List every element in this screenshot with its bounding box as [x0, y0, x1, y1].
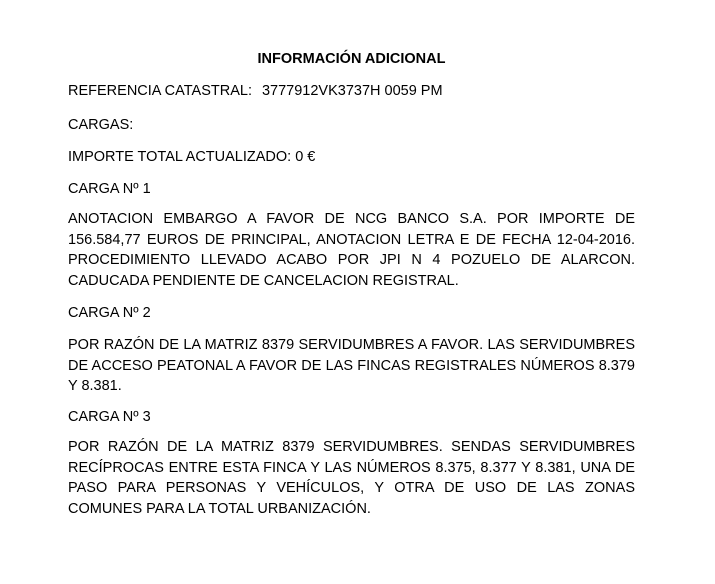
document-title: INFORMACIÓN ADICIONAL	[257, 51, 446, 67]
carga-1-heading: CARGA Nº 1	[68, 181, 151, 197]
referencia-catastral-line	[68, 82, 443, 100]
importe-total: IMPORTE TOTAL ACTUALIZADO: 0 €	[68, 149, 316, 165]
carga-2-heading: CARGA Nº 2	[68, 305, 151, 321]
carga-3-text: POR RAZÓN DE LA MATRIZ 8379 SERVIDUMBRES. SENDAS SERVIDUMBRES RECÍPROCAS ENTRE ESTA FINCA Y LAS NÚMEROS 8.375, 8.377 Y 8.381, UNA DE PASO PARA PERSONAS Y VEHÍCULOS, Y OTRA DE USO DE LAS ZONAS COMUNES PARA LA TOTAL URBANIZACIÓN.	[68, 439, 635, 518]
referencia-catastral-value: 3777912VK3737H 0059 PM	[261, 83, 443, 99]
referencia-catastral-label: REFERENCIA CATASTRAL:	[68, 83, 252, 99]
carga-1-text: ANOTACION EMBARGO A FAVOR DE NCG BANCO S.A. POR IMPORTE DE 156.584,77 EUROS DE PRINCIPAL, ANOTACION LETRA E DE FECHA 12-04-2016. PROCEDIMIENTO LLEVADO ACABO POR JPI N 4 POZUELO DE ALARCON. CADUCADA PENDIENTE DE CANCELACION REGISTRAL.	[68, 211, 635, 290]
cargas-label: CARGAS:	[68, 117, 134, 133]
carga-3-heading: CARGA Nº 3	[68, 409, 151, 425]
carga-2-text: POR RAZÓN DE LA MATRIZ 8379 SERVIDUMBRES A FAVOR. LAS SERVIDUMBRES DE ACCESO PEATONAL A FAVOR DE LAS FINCAS REGISTRALES NÚMEROS 8.379 Y 8.381.	[68, 337, 635, 395]
